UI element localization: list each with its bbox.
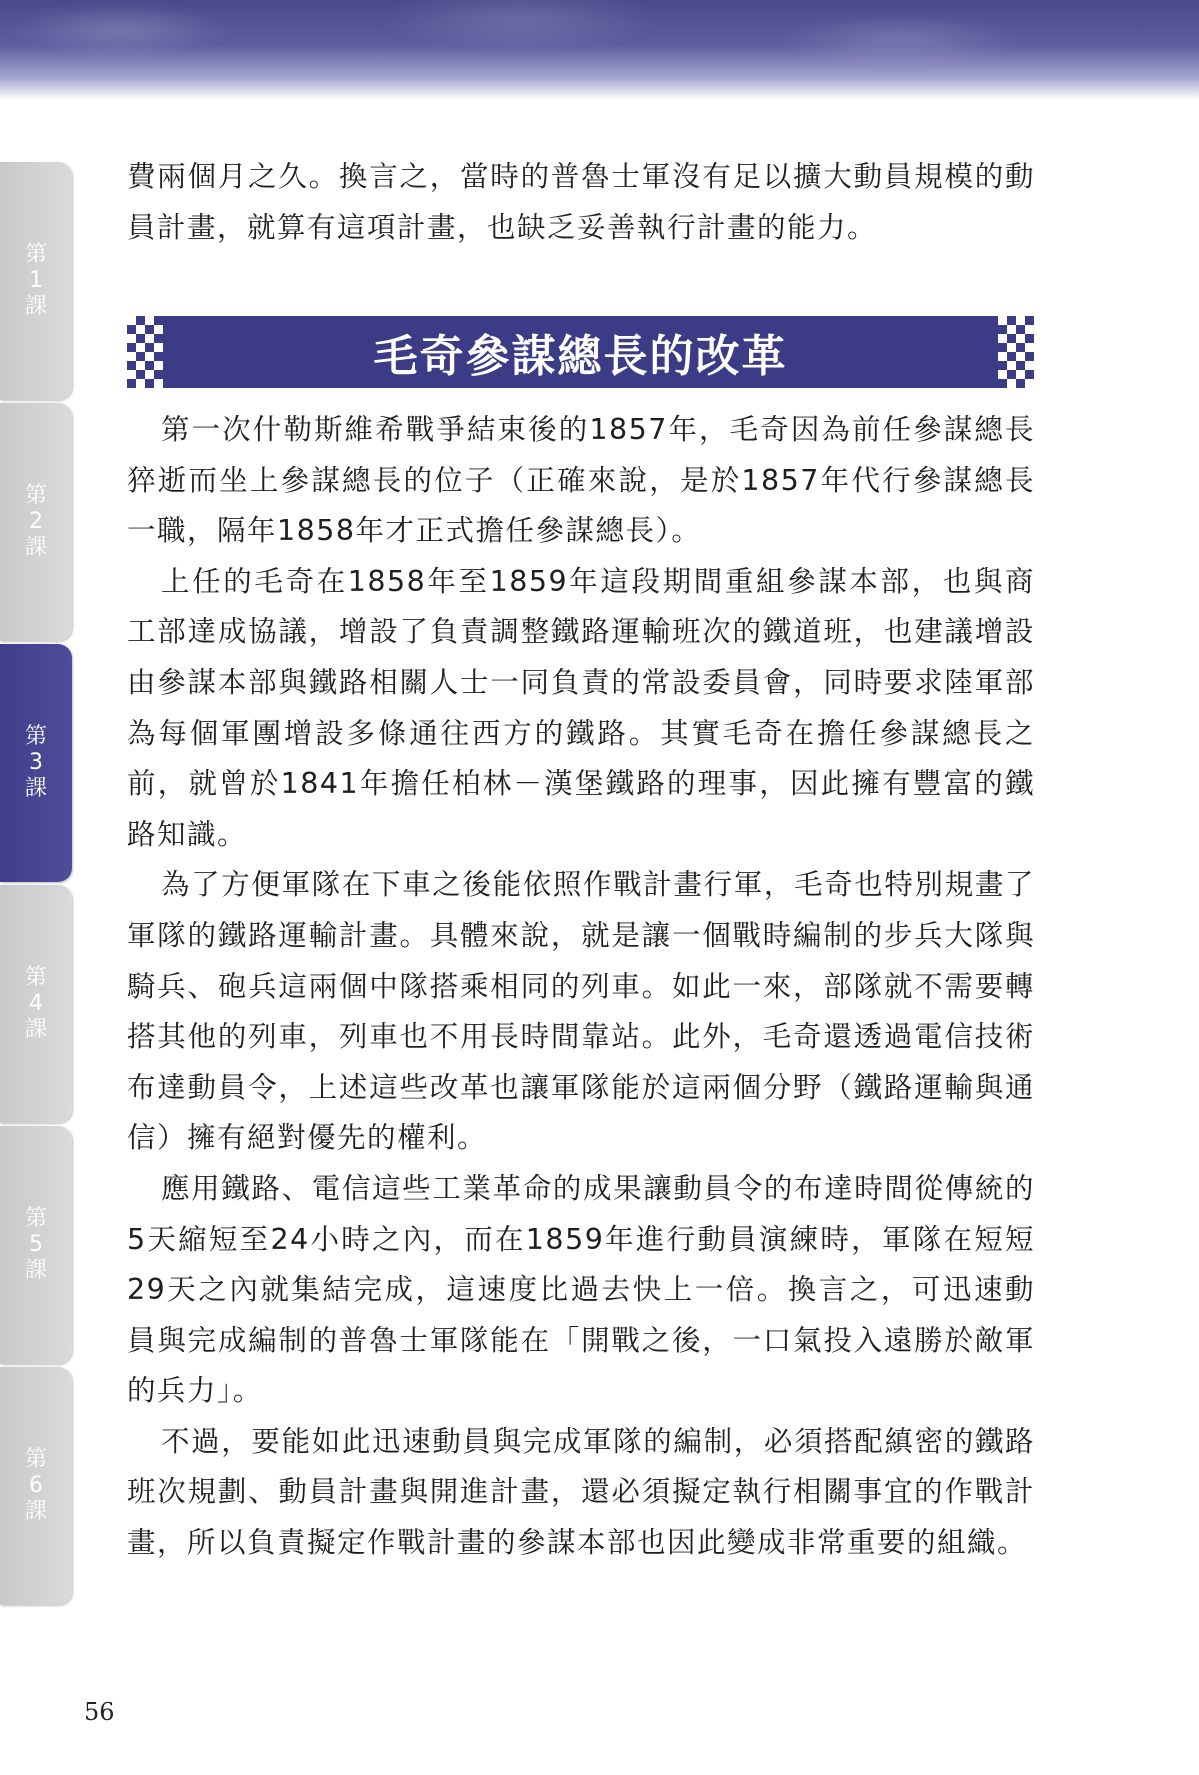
tab-label-suffix: 課	[24, 1017, 47, 1042]
tab-label-suffix: 課	[24, 776, 47, 801]
tab-label-suffix: 課	[24, 535, 47, 560]
chapter-tab-2[interactable]	[0, 403, 72, 641]
tab-label-prefix: 第	[24, 724, 47, 749]
tab-label-prefix: 第	[24, 1447, 47, 1472]
checker-pattern-right	[998, 316, 1034, 388]
body-paragraph: 為了方便軍隊在下車之後能依照作戰計畫行軍，毛奇也特別規畫了軍隊的鐵路運輸計畫。具體來說，就是讓一個戰時編制的步兵大隊與騎兵、砲兵這兩個中隊搭乘相同的列車。如此一來，部隊就不需要轉搭其他的列車，列車也不用長時間靠站。此外，毛奇還透過電信技術布達動員令，上述這些改革也讓軍隊能於這兩個分野（鐵路運輸與通信）擁有絕對優先的權利。	[127, 868, 1035, 1155]
section-title: 毛奇參謀總長的改革	[373, 331, 788, 382]
chapter-tab-5[interactable]	[0, 1126, 72, 1364]
tab-label-number: 1	[29, 268, 43, 293]
chapter-tab-3[interactable]	[0, 644, 72, 882]
tab-label-suffix: 課	[24, 1258, 47, 1283]
tab-label-number: 5	[29, 1232, 43, 1257]
body-paragraph: 應用鐵路、電信這些工業革命的成果讓動員令的布達時間從傳統的5天縮短至24小時之內，而在1859年進行動員演練時，軍隊在短短29天之內就集結完成，這速度比過去快上一倍。換言之，可迅速動員與完成編制的普魯士軍隊能在「開戰之後，一口氣投入遠勝於敵軍的兵力」。	[127, 1171, 1035, 1408]
tab-label-number: 4	[29, 991, 43, 1016]
tab-label-prefix: 第	[24, 1206, 47, 1231]
chapter-tab-6[interactable]	[0, 1367, 72, 1605]
tab-label-number: 2	[29, 509, 43, 534]
tab-label-suffix: 課	[24, 1499, 47, 1524]
tab-label-number: 3	[29, 750, 43, 775]
body-paragraph: 第一次什勒斯維希戰爭結束後的1857年，毛奇因為前任參謀總長猝逝而坐上參謀總長的位子（正確來說，是於1857年代行參謀總長一職，隔年1858年才正式擔任參謀總長）。	[127, 413, 1035, 548]
intro-text	[127, 152, 1035, 253]
page-number: 56	[84, 1698, 115, 1726]
tab-label-number: 6	[29, 1473, 43, 1498]
tab-label-prefix: 第	[24, 483, 47, 508]
intro-paragraph: 費兩個月之久。換言之，當時的普魯士軍沒有足以擴大動員規模的動員計畫，就算有這項計畫，也缺乏妥善執行計畫的能力。	[127, 160, 1035, 244]
section-heading-bar	[127, 316, 1034, 388]
tab-label-prefix: 第	[24, 242, 47, 267]
chapter-tab-4[interactable]	[0, 885, 72, 1123]
tab-label-prefix: 第	[24, 965, 47, 990]
body-paragraph: 不過，要能如此迅速動員與完成軍隊的編制，必須搭配縝密的鐵路班次規劃、動員計畫與開進計畫，還必須擬定執行相關事宜的作戰計畫，所以負責擬定作戰計畫的參謀本部也因此變成非常重要的組織。	[127, 1424, 1035, 1560]
body-paragraph: 上任的毛奇在1858年至1859年這段期間重組參謀本部，也與商工部達成協議，增設了負責調整鐵路運輸班次的鐵道班，也建議增設由參謀本部與鐵路相關人士一同負責的常設委員會，同時要求陸軍部為每個軍團增設多條通往西方的鐵路。其實毛奇在擔任參謀總長之前，就曾於1841年擔任柏林－漢堡鐵路的理事，因此擁有豐富的鐵路知識。	[127, 564, 1035, 851]
chapter-tab-1[interactable]	[0, 162, 72, 400]
tab-label-suffix: 課	[24, 294, 47, 319]
checker-pattern-left	[127, 316, 163, 388]
body-text	[127, 405, 1035, 1569]
header-banner	[0, 0, 1199, 100]
